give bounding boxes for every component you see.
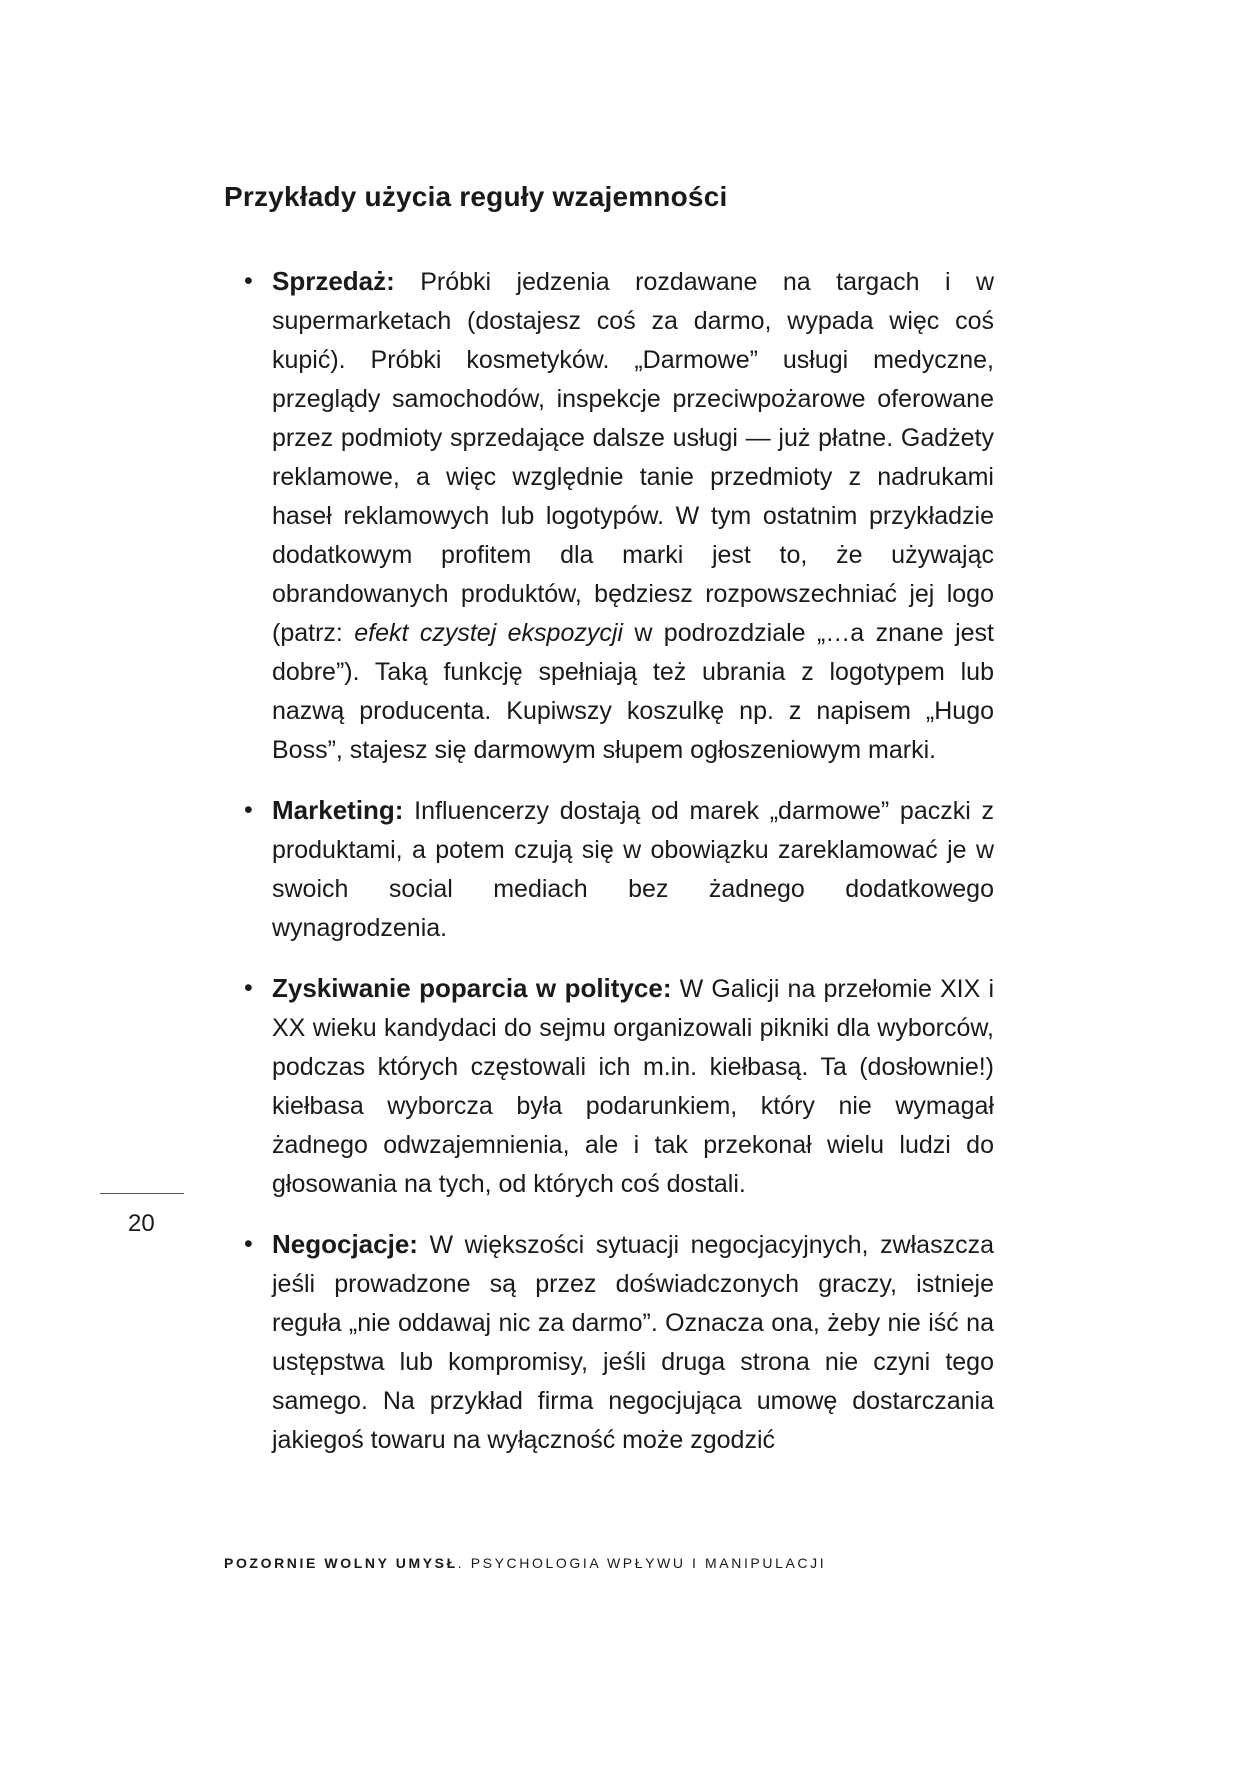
page-number-rule — [100, 1193, 184, 1194]
item-label: Sprzedaż: — [272, 266, 395, 296]
footer-subtitle: PSYCHOLOGIA WPŁYWU I MANIPULACJI — [470, 1555, 827, 1571]
section-heading: Przykłady użycia reguły wzajemności — [224, 181, 728, 212]
footer-separator: . — [457, 1555, 471, 1571]
bullet-icon: • — [244, 796, 253, 824]
footer-title: POZORNIE WOLNY UMYSŁ — [224, 1555, 458, 1571]
bullet-icon: • — [244, 1230, 253, 1258]
item-text-continued: w podrozdziale „…a znane jest dobre”). Taką funkcję spełniają też ubrania z logotypem lub nazwą producenta. Kupiwszy koszulkę np. z napisem „Hugo Boss”, stajesz się darmowym słupem ogłoszeniowym marki. — [272, 619, 994, 764]
item-label: Zyskiwanie poparcia w polityce: — [272, 973, 672, 1003]
item-text: Próbki jedzenia rozdawane na targach i w supermarketach (dostajesz coś za darmo, wypada więc coś kupić). Próbki kosmetyków. „Darmowe” usługi medyczne, przeglądy samochodów, inspekcje przeciwpożarowe oferowane przez podmioty sprzedające dalsze usługi — już płatne. Gadżety reklamowe, a więc względnie tanie przedmioty z nadrukami haseł reklamowych lub logotypów. W tym ostatnim przykładzie dodatkowym profitem dla marki jest to, że używając obrandowanych produktów, będziesz rozpowszechniać jej logo (patrz: — [272, 268, 994, 647]
item-text: W Galicji na przełomie XIX i XX wieku kandydaci do sejmu organizowali pikniki dla wyborców, podczas których częstowali ich m.in. kiełbasą. Ta (dosłownie!) kiełbasa wyborcza była podarunkiem, który nie wymagał żadnego odwzajemnienia, ale i tak przekonał wielu ludzi do głosowania na tych, od których coś dostali. — [272, 975, 994, 1198]
item-italic-term: efekt czystej ekspozycji — [354, 619, 623, 647]
bullet-icon: • — [244, 267, 253, 295]
list-item-negotiations — [244, 1225, 994, 1460]
item-text: Influencerzy dostają od marek „darmowe” paczki z produktami, a potem czują się w obowiązku zareklamować je w swoich social mediach bez żadnego dodatkowego wynagrodzenia. — [272, 797, 994, 942]
list-item-politics — [244, 969, 994, 1204]
item-label: Marketing: — [272, 795, 404, 825]
item-label: Negocjacje: — [272, 1229, 418, 1259]
page-number: 20 — [128, 1210, 155, 1237]
list-item-sales — [244, 262, 994, 770]
examples-list — [244, 262, 994, 1481]
bullet-icon: • — [244, 974, 253, 1002]
running-footer — [224, 1555, 826, 1571]
item-text: W większości sytuacji negocjacyjnych, zwłaszcza jeśli prowadzone są przez doświadczonych graczy, istnieje reguła „nie oddawaj nic za darmo”. Oznacza ona, żeby nie iść na ustępstwa lub kompromisy, jeśli druga strona nie czyni tego samego. Na przykład firma negocjująca umowę dostarczania jakiegoś towaru na wyłączność może zgodzić — [272, 1231, 994, 1454]
list-item-marketing — [244, 791, 994, 948]
